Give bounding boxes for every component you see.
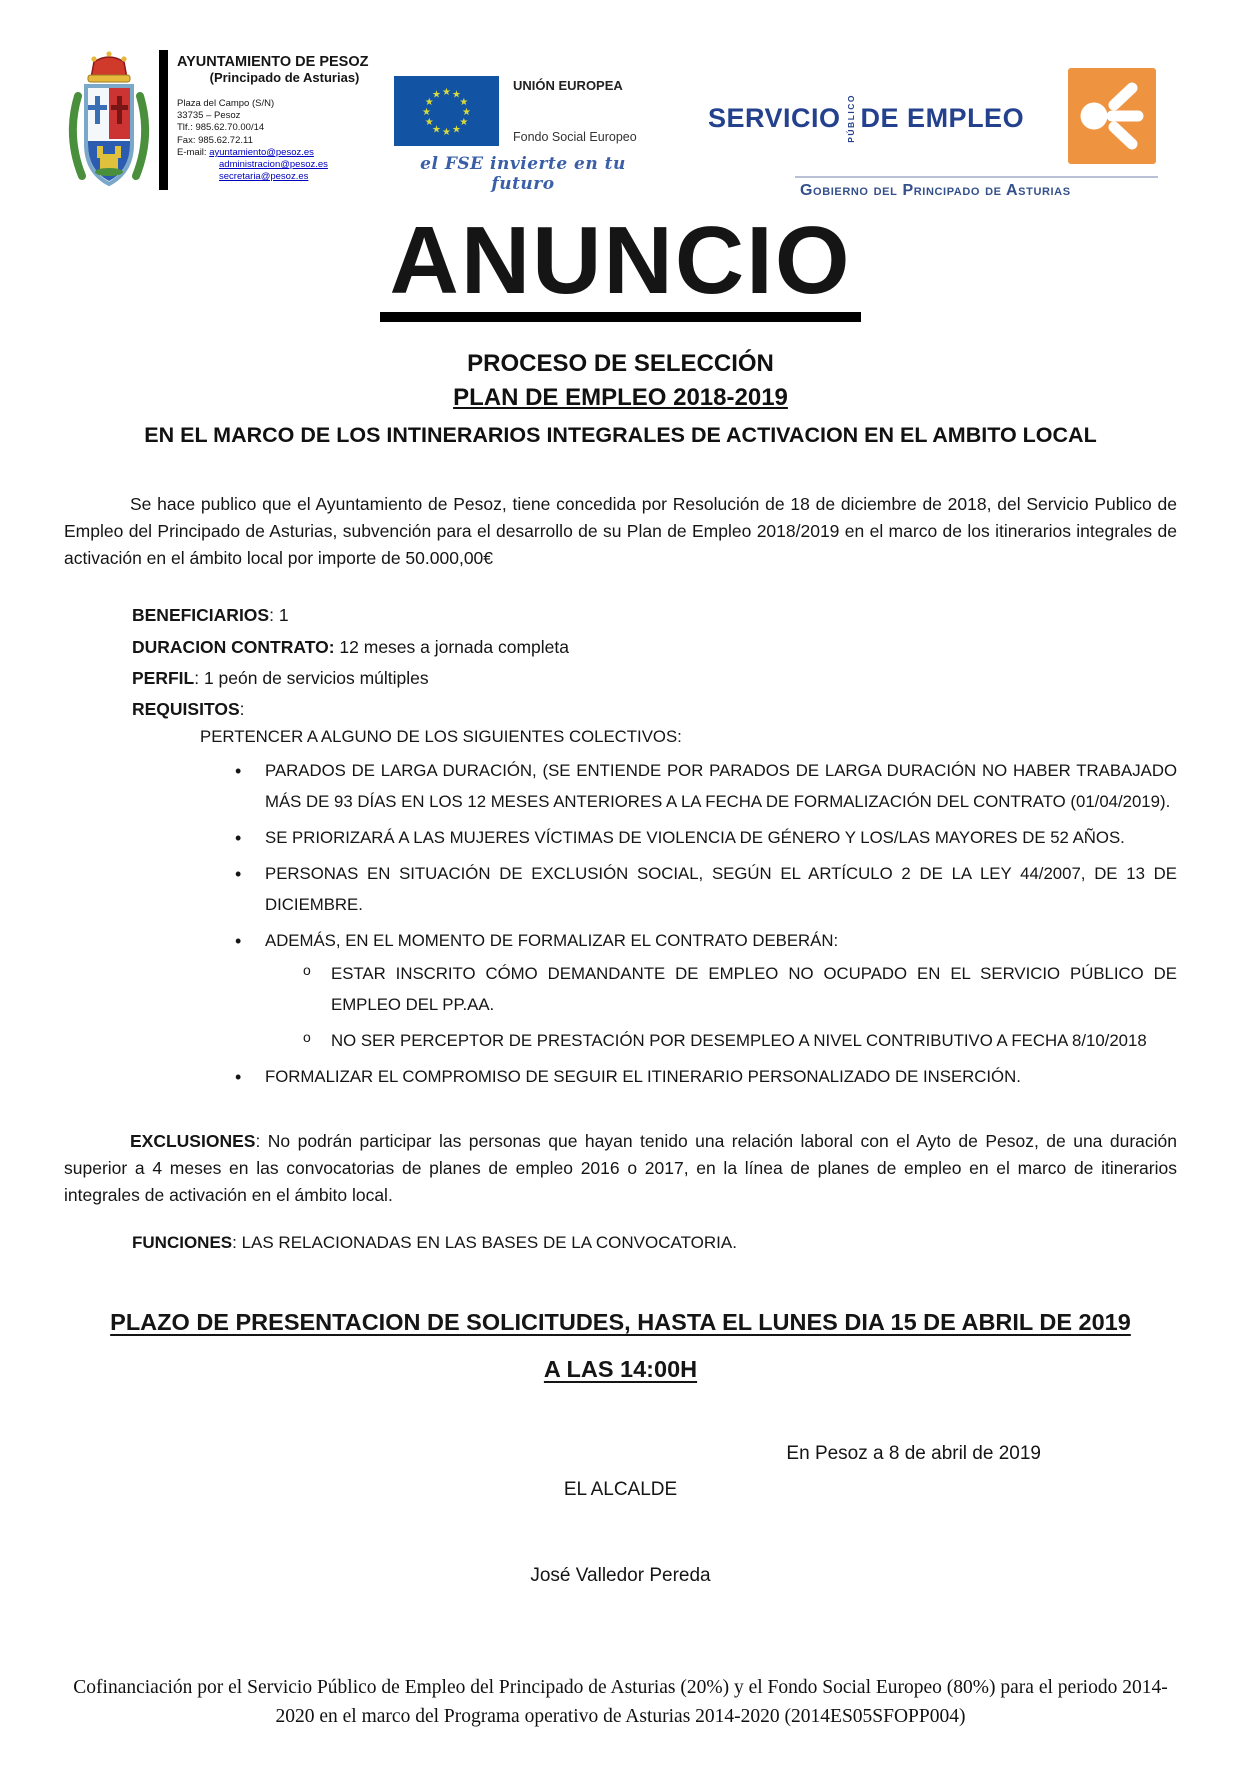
svg-text:★: ★	[442, 127, 451, 138]
gobierno-asturias-label: Gobierno del Principado de Asturias	[800, 182, 1071, 199]
detail-requisitos	[132, 694, 1241, 725]
sepe-wordmark	[708, 94, 1024, 143]
detail-value: : 1 peón de servicios múltiples	[194, 667, 429, 688]
detail-label: REQUISITOS	[132, 698, 240, 719]
requisitos-intro: PERTENCER A ALGUNO DE LOS SIGUIENTES COLECTIVOS:	[200, 727, 682, 747]
sepe-word-publico: PÚBLICO	[845, 94, 856, 143]
sub-list-item-text: NO SER PERCEPTOR DE PRESTACIÓN POR DESEMPLEO A NIVEL CONTRIBUTIVO A FECHA 8/10/2018	[331, 1030, 1147, 1050]
svg-text:★: ★	[432, 89, 441, 101]
email-link[interactable]: administracion@pesoz.es	[219, 158, 328, 170]
eu-words	[513, 76, 637, 146]
sepe-logo-block	[700, 56, 1162, 208]
subtitle-plan-empleo: PLAN DE EMPLEO 2018-2019	[453, 383, 788, 411]
requisitos-list	[0, 755, 1177, 1092]
detail-label: DURACION CONTRATO:	[132, 636, 335, 657]
detail-beneficiarios	[132, 600, 1241, 631]
pesoz-coat-of-arms-icon	[64, 44, 154, 194]
eu-logo-block	[394, 76, 652, 194]
sepe-rule	[795, 176, 1158, 178]
signature-role: EL ALCALDE	[563, 1479, 678, 1501]
list-item	[265, 858, 1177, 920]
list-item-text: ADEMÁS, EN EL MOMENTO DE FORMALIZAR EL CONTRATO DEBERÁN:	[265, 931, 839, 951]
detail-value: 12 meses a jornada completa	[334, 636, 569, 657]
detail-value: : 1	[269, 605, 289, 626]
funciones-line	[132, 1233, 1177, 1253]
pesoz-logo-block	[64, 44, 392, 194]
requisitos-sublist	[265, 958, 1177, 1055]
subtitle-block	[0, 350, 1241, 451]
pesoz-org-region: (Principado de Asturias)	[209, 69, 360, 85]
svg-text:★: ★	[422, 107, 431, 118]
svg-text:★: ★	[424, 117, 434, 128]
funciones-label: FUNCIONES	[132, 1233, 233, 1253]
svg-text:★: ★	[452, 124, 461, 136]
eu-subtitle: Fondo Social Europeo	[513, 130, 637, 144]
svg-text:★: ★	[452, 89, 461, 101]
plazo-heading: PLAZO DE PRESENTACION DE SOLICITUDES, HASTA EL LUNES DIA 15 DE ABRIL DE 2019 A LAS 14:00H	[110, 1309, 1131, 1383]
email-label: E-mail:	[177, 146, 207, 158]
sub-list-item	[331, 958, 1177, 1020]
list-item	[265, 822, 1177, 853]
exclusiones-text: : No podrán participar las personas que hayan tenido una relación laboral con el Ayto de Pesoz, de una duración superior a 4 meses en las convocatorias de planes de empleo 2016 o 2017, en la línea de planes de empleo en el marco de itinerarios integrales de activación en el ámbito local.	[64, 1130, 1177, 1205]
sub-list-item	[331, 1025, 1177, 1056]
eu-flag-row	[394, 76, 652, 146]
detail-label: BENEFICIARIOS	[132, 605, 270, 626]
eu-title: UNIÓN EUROPEA	[513, 78, 623, 93]
address-line: Tlf.: 985.62.70.00/14	[177, 122, 265, 134]
address-line: Fax: 985.62.72.11	[177, 134, 253, 146]
address-line: Plaza del Campo (S/N)	[177, 97, 275, 109]
signature-name: José Valledor Pereda	[530, 1565, 711, 1587]
list-item	[265, 925, 1177, 1055]
email-block	[177, 148, 392, 183]
list-item-text: SE PRIORIZARÁ A LAS MUJERES VÍCTIMAS DE VIOLENCIA DE GÉNERO Y LOS/LAS MAYORES DE 52 AÑOS.	[265, 828, 1125, 848]
vertical-divider	[159, 50, 168, 190]
svg-text:★: ★	[442, 87, 451, 98]
details-block	[132, 600, 1241, 725]
pesoz-org-name: AYUNTAMIENTO DE PESOZ	[177, 54, 369, 70]
pesoz-contact-block	[177, 44, 392, 194]
sepe-word-empleo: DE EMPLEO	[860, 102, 1025, 133]
detail-label: PERFIL	[132, 667, 195, 688]
detail-duracion	[132, 632, 1241, 663]
list-item	[265, 1061, 1177, 1092]
signature-date-line: En Pesoz a 8 de abril de 2019	[786, 1443, 1041, 1465]
eu-flag-icon	[394, 76, 499, 146]
exclusiones-paragraph	[64, 1128, 1177, 1209]
address-line: 33735 – Pesoz	[177, 109, 241, 121]
sepe-word-servicio: SERVICIO	[708, 102, 841, 133]
pesoz-address	[177, 98, 392, 147]
svg-text:★: ★	[459, 117, 469, 128]
list-item	[265, 755, 1177, 817]
list-item-text: FORMALIZAR EL COMPROMISO DE SEGUIR EL ITINERARIO PERSONALIZADO DE INSERCIÓN.	[265, 1066, 1021, 1086]
page-title: ANUNCIO	[380, 212, 862, 322]
subtitle-marco: EN EL MARCO DE LOS INTINERARIOS INTEGRALES DE ACTIVACION EN EL AMBITO LOCAL	[144, 422, 1097, 447]
letterhead	[0, 0, 1241, 212]
svg-text:★: ★	[462, 107, 471, 118]
svg-text:★: ★	[432, 124, 441, 136]
detail-value: :	[239, 698, 245, 719]
sepe-logo-icon	[1068, 68, 1156, 164]
svg-text:★: ★	[424, 97, 434, 108]
title-wrap	[0, 207, 1241, 322]
list-item-text: PERSONAS EN SITUACIÓN DE EXCLUSIÓN SOCIAL, SEGÚN EL ARTÍCULO 2 DE LA LEY 44/2007, DE 13 DE DICIEMBRE.	[265, 864, 1177, 915]
list-item-text: PARADOS DE LARGA DURACIÓN, (SE ENTIENDE POR PARADOS DE LARGA DURACIÓN NO HABER TRABAJADO MÁS DE 93 DÍAS EN LOS 12 MESES ANTERIORES A LA FECHA DE FORMALIZACIÓN DEL CONTRATO (01/04/2019).	[265, 761, 1177, 812]
funciones-text: : LAS RELACIONADAS EN LAS BASES DE LA CONVOCATORIA.	[232, 1233, 737, 1253]
intro-paragraph: Se hace publico que el Ayuntamiento de Pesoz, tiene concedida por Resolución de 18 de diciembre de 2018, del Servicio Publico de Empleo del Principado de Asturias, subvención para el desarrollo de su Plan de Empleo 2018/2019 en el marco de los itinerarios integrales de activación en el ámbito local por importe de 50.000,00€	[64, 494, 1177, 569]
svg-text:★: ★	[459, 97, 469, 108]
detail-perfil	[132, 663, 1241, 694]
exclusiones-label: EXCLUSIONES	[130, 1130, 256, 1151]
email-link[interactable]: secretaria@pesoz.es	[219, 170, 309, 182]
email-link[interactable]: ayuntamiento@pesoz.es	[209, 146, 314, 158]
cofinancing-footer: Cofinanciación por el Servicio Público de Empleo del Principado de Asturias (20%) y el Fondo Social Europeo (80%) para el periodo 2014-2020 en el marco del Programa operativo de Asturias 2014-2020 (2014ES05SFOPP004)	[73, 1677, 1168, 1728]
fse-slogan: el FSE invierte en tu futuro	[420, 154, 626, 194]
subtitle-proceso: PROCESO DE SELECCIÓN	[467, 349, 774, 377]
sub-list-item-text: ESTAR INSCRITO CÓMO DEMANDANTE DE EMPLEO NO OCUPADO EN EL SERVICIO PÚBLICO DE EMPLEO DEL PP.AA.	[331, 964, 1177, 1015]
